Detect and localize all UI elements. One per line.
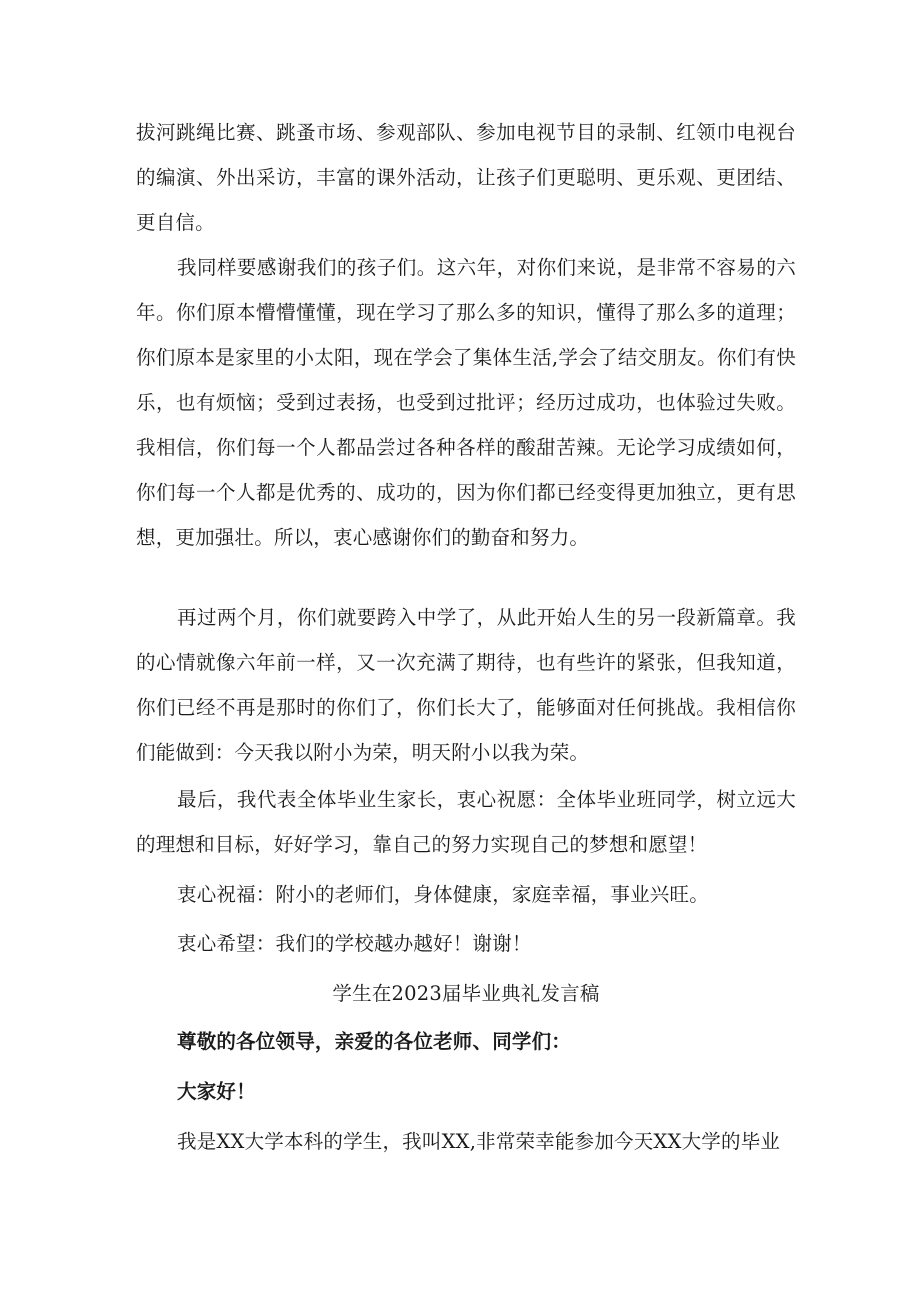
text-block-salutation [136, 1019, 796, 1064]
greeting: 大家好！ [177, 1080, 256, 1103]
text-block-wishes [136, 777, 796, 867]
salutation: 尊敬的各位领导，亲爱的各位老师、同学们： [177, 1030, 572, 1053]
text-block-greeting [136, 1069, 796, 1114]
paragraph-activities: 拔河跳绳比赛、跳蚤市场、参观部队、参加电视节目的录制、红领巾电视台的编演、外出采访，丰富的课外活动，让孩子们更聪明、更乐观、更团结、更自信。 [136, 121, 796, 234]
paragraph-middle-school: 再过两个月，你们就要跨入中学了，从此开始人生的另一段新篇章。我的心情就像六年前一样，又一次充满了期待，也有些许的紧张，但我知道，你们已经不再是那时的你们了，你们长大了，能够面对任何挑战。我相信你们能做到：今天我以附小为荣，明天附小以我为荣。 [136, 606, 796, 764]
paragraph-intro: 我是XX大学本科的学生，我叫XX,非常荣幸能参加今天XX大学的毕业 [177, 1130, 781, 1153]
text-block-blessing [136, 872, 796, 917]
text-block-middle-school [136, 595, 796, 775]
text-block-thanks-children [136, 245, 796, 560]
paragraph-thanks-children: 我同样要感谢我们的孩子们。这六年，对你们来说，是非常不容易的六年。你们原本懵懵懂懂，现在学习了那么多的知识，懂得了那么多的道理；你们原本是家里的小太阳，现在学会了集体生活,学会了结交朋友。你们有快乐，也有烦恼；受到过表扬，也受到过批评；经历过成功，也体验过失败。我相信，你们每一个人都品尝过各种各样的酸甜苦辣。无论学习成绩如何，你们每一个人都是优秀的、成功的，因为你们都已经变得更加独立，更有思想，更加强壮。所以，衷心感谢你们的勤奋和努力。 [136, 256, 796, 549]
speech-title: 学生在2023届毕业典礼发言稿 [332, 982, 600, 1005]
text-block-intro [136, 1119, 796, 1164]
paragraph-wishes: 最后，我代表全体毕业生家长，衷心祝愿：全体毕业班同学，树立远大的理想和目标，好好学习，靠自己的努力实现自己的梦想和愿望！ [136, 788, 796, 856]
text-block-upper [136, 110, 796, 245]
text-block-hope [136, 921, 796, 966]
paragraph-blessing: 衷心祝福：附小的老师们，身体健康，家庭幸福，事业兴旺。 [177, 883, 709, 906]
text-block-title [136, 971, 796, 1016]
paragraph-hope: 衷心希望：我们的学校越办越好！谢谢！ [177, 932, 532, 955]
